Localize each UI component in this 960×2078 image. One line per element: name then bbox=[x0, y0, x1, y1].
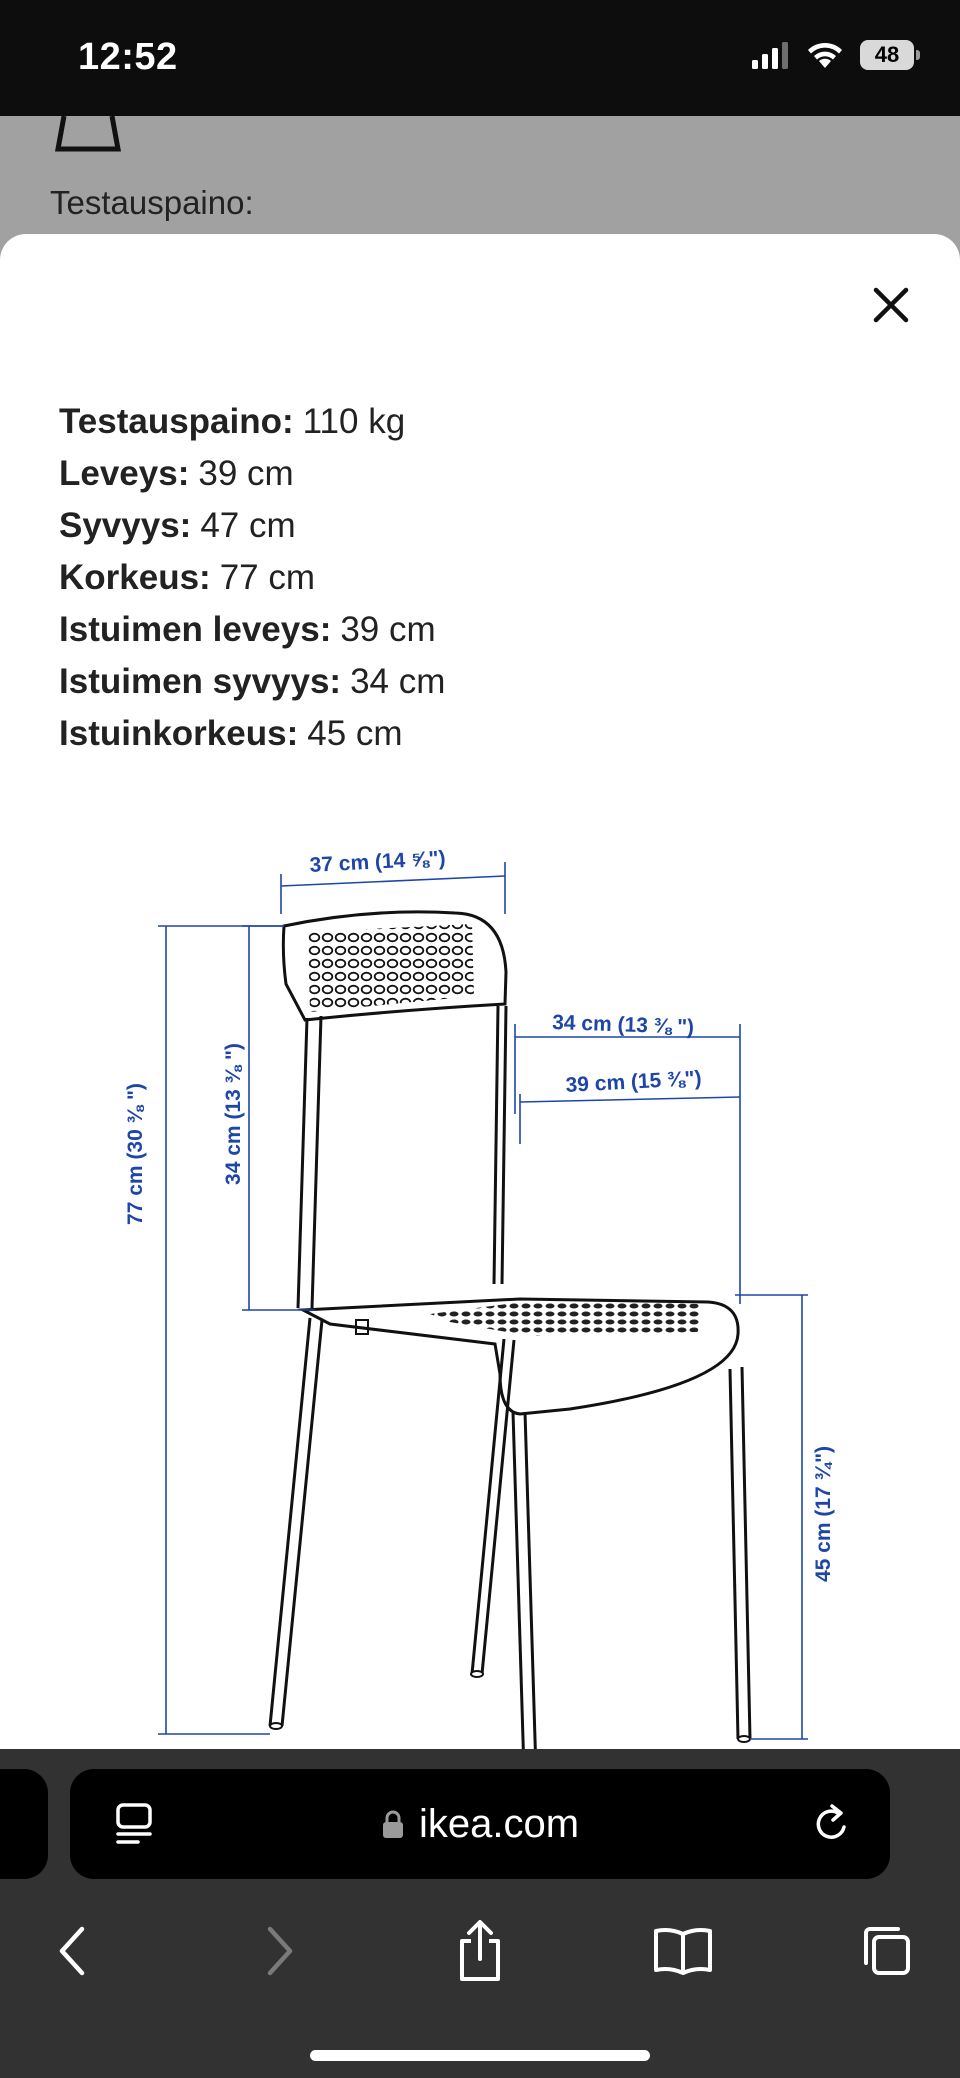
battery-level: 48 bbox=[860, 40, 914, 70]
spec-row-height bbox=[59, 552, 445, 604]
share-button[interactable] bbox=[440, 1911, 520, 1991]
spec-value: 39 cm bbox=[198, 454, 294, 493]
lock-icon bbox=[381, 1809, 405, 1839]
spec-value: 110 kg bbox=[302, 402, 406, 441]
share-icon bbox=[454, 1919, 506, 1983]
browser-toolbar bbox=[0, 1911, 960, 1991]
tabs-button[interactable] bbox=[846, 1911, 926, 1991]
chair-backrest bbox=[283, 912, 506, 1020]
spec-row-depth bbox=[59, 500, 445, 552]
close-icon[interactable] bbox=[866, 280, 916, 330]
dim-seat-depth: 34 cm (13 ⅜ ") bbox=[551, 1011, 695, 1039]
spec-row-seat-width bbox=[59, 604, 445, 656]
spec-row-width bbox=[59, 448, 445, 500]
bookmarks-button[interactable] bbox=[643, 1911, 723, 1991]
dim-total-height: 77 cm (30 ⅜ ") bbox=[124, 1083, 147, 1225]
spec-label: Leveys: bbox=[59, 454, 190, 493]
tabs-icon bbox=[858, 1923, 914, 1979]
home-indicator bbox=[310, 2050, 650, 2061]
dim-seat-width: 39 cm (15 ⅜") bbox=[565, 1066, 703, 1097]
dim-backrest-height: 34 cm (13 ⅜ ") bbox=[222, 1043, 245, 1185]
spec-label: Istuimen leveys: bbox=[59, 610, 332, 649]
dim-backrest-width: 37 cm (14 ⅝") bbox=[309, 846, 447, 877]
spec-row-seat-depth bbox=[59, 656, 445, 708]
chair-dimension-diagram bbox=[100, 814, 860, 1694]
dim-seat-height: 45 cm (17 ¾") bbox=[812, 1445, 835, 1583]
status-bar bbox=[0, 0, 960, 116]
battery-indicator bbox=[860, 40, 920, 70]
spec-label: Testauspaino: bbox=[59, 402, 294, 441]
dimensions-sheet bbox=[0, 234, 960, 1749]
spec-value: 45 cm bbox=[307, 714, 403, 753]
spec-label: Istuinkorkeus: bbox=[59, 714, 299, 753]
browser-bottom-bar bbox=[0, 1749, 960, 2078]
cellular-signal-icon bbox=[750, 41, 790, 69]
status-time: 12:52 bbox=[78, 36, 178, 78]
chair-back-frame bbox=[298, 1006, 506, 1308]
spec-label: Istuimen syvyys: bbox=[59, 662, 342, 701]
spec-list bbox=[59, 396, 445, 760]
battery-tip bbox=[916, 50, 920, 60]
background-test-weight-label: Testauspaino: bbox=[50, 184, 254, 221]
url-text: ikea.com bbox=[418, 1801, 580, 1846]
spec-label: Syvyys: bbox=[59, 506, 192, 545]
spec-label: Korkeus: bbox=[59, 558, 211, 597]
spec-value: 39 cm bbox=[340, 610, 436, 649]
spec-value: 47 cm bbox=[200, 506, 296, 545]
url-display[interactable] bbox=[70, 1769, 890, 1879]
weight-icon bbox=[56, 116, 120, 152]
spec-row-test-weight bbox=[59, 396, 445, 448]
spec-row-seat-height bbox=[59, 708, 445, 760]
chair-seat bbox=[303, 1299, 738, 1414]
previous-tab-peek[interactable] bbox=[0, 1769, 48, 1879]
chair-legs bbox=[270, 1318, 750, 1775]
book-icon bbox=[652, 1926, 714, 1976]
reload-icon[interactable] bbox=[810, 1801, 854, 1847]
back-button[interactable] bbox=[32, 1911, 112, 1991]
chevron-right-icon bbox=[260, 1925, 300, 1977]
spec-value: 34 cm bbox=[350, 662, 446, 701]
address-bar[interactable] bbox=[70, 1769, 890, 1879]
chevron-left-icon bbox=[52, 1925, 92, 1977]
forward-button[interactable] bbox=[240, 1911, 320, 1991]
wifi-icon bbox=[806, 41, 844, 69]
status-icons bbox=[750, 40, 920, 70]
spec-value: 77 cm bbox=[219, 558, 316, 597]
